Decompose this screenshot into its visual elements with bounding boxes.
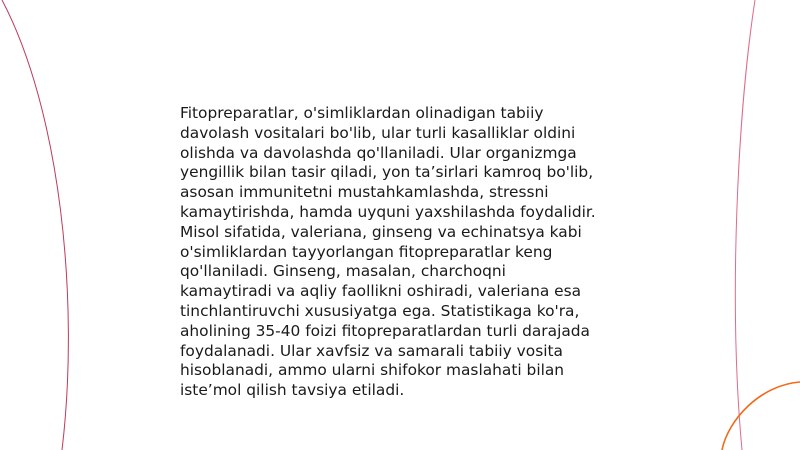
orange-arc [722,382,800,450]
left-curve [2,0,68,450]
body-paragraph: Fitopreparatlar, o'simliklardan olinadigan tabiiy davolash vositalari bo'lib, ular turli kasalliklar oldini olishda va davolashda qo'llaniladi. Ular organizmga yengillik bilan tasir qiladi, yon taʼsirlari kamroq bo'lib, asosan immunitetni mustahkamlashda, stressni kamaytirishda, hamda uyquni yaxshilashda foydalidir. Misol sifatida, valeriana, ginseng va echinatsya kabi o'simliklardan tayyorlangan fitopreparatlar keng qo'llaniladi. Ginseng, masalan, charchoqni kamaytiradi va aqliy faollikni oshiradi, valeriana esa tinchlantiruvchi xususiyatga ega. Statistikaga ko'ra, aholining 35-40 foizi fitopreparatlardan turli darajada foydalanadi. Ular xavfsiz va samarali tabiiy vosita hisoblanadi, ammo ularni shifokor maslahati bilan isteʼmol qilish tavsiya etiladi. [180,104,596,400]
right-curve [735,0,755,450]
